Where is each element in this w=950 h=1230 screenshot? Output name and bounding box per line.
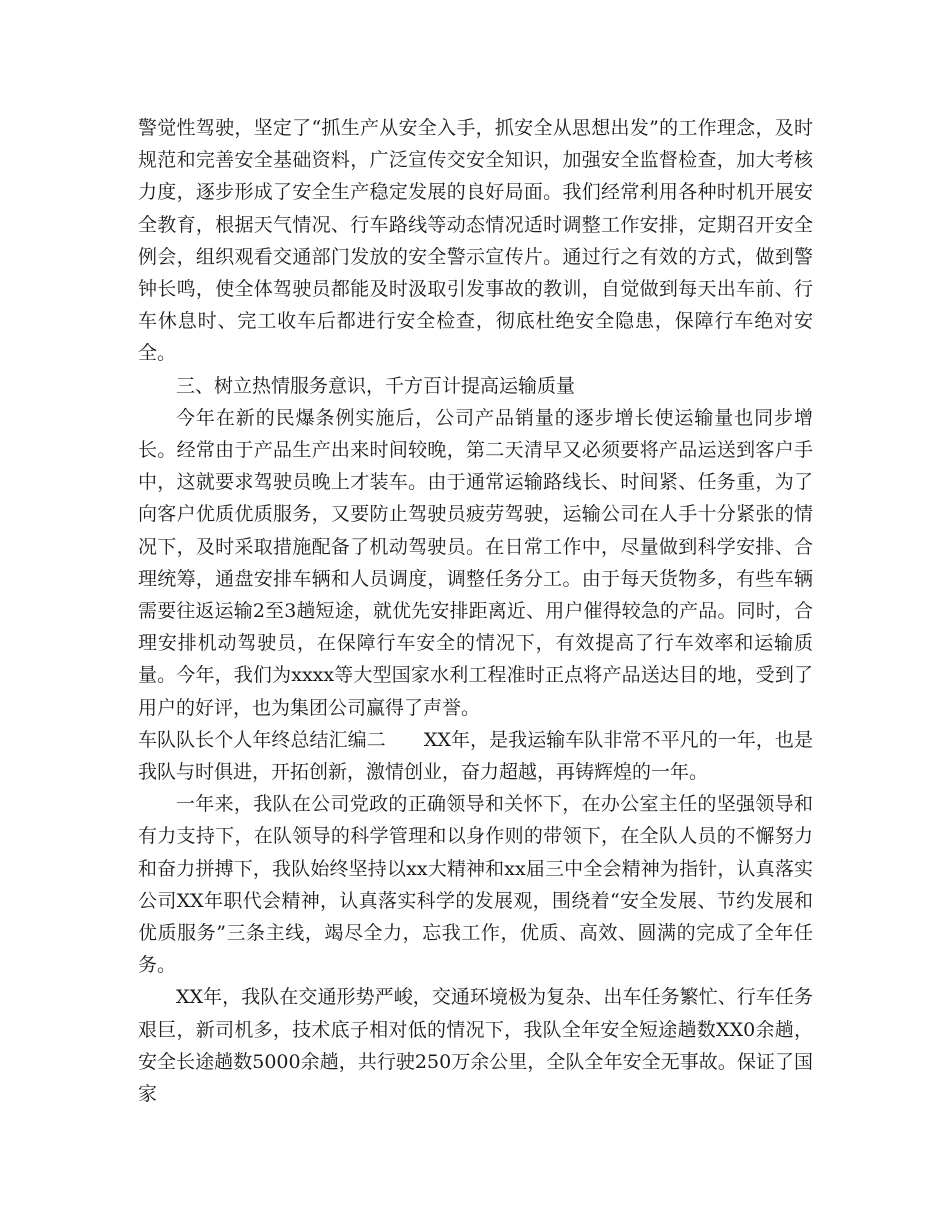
paragraph-year-review: 一年来，我队在公司党政的正确领导和关怀下，在办公室主任的坚强领导和有力支持下，在队领导的科学管理和以身作则的带领下，在全队人员的不懈努力和奋力拼搏下，我队始终坚持以xx大精神和xx届三中全会精神为指针，认真落实公司XX年职代会精神，认真落实科学的发展观，围绕着“安全发展、节约发展和优质服务”三条主线，竭尽全力，忘我工作，优质、高效、圆满的完成了全年任务。 bbox=[138, 793, 813, 977]
section-heading-service: 三、树立热情服务意识，千方百计提高运输质量 bbox=[176, 374, 576, 397]
paragraph-safety-statistics: XX年，我队在交通形势严峻，交通环境极为复杂、出车任务繁忙、行车任务艰巨，新司机多，技术底子相对低的情况下，我队全年安全短途趟数XX0余趟，安全长途趟数5000余趟，共行驶250万余公里，全队全年安全无事故。保证了国家 bbox=[138, 986, 813, 1106]
document-body bbox=[138, 112, 813, 1110]
paragraph-summary-two-intro: 车队队长个人年终总结汇编二 XX年，是我运输车队非常不平凡的一年，也是我队与时俱进，开拓创新，激情创业，奋力超越，再铸辉煌的一年。 bbox=[138, 728, 813, 784]
paragraph-safety-management: 警觉性驾驶，坚定了“抓生产从安全入手，抓安全从思想出发”的工作理念，及时规范和完善安全基础资料，广泛宣传交安全知识，加强安全监督检查，加大考核力度，逐步形成了安全生产稳定发展的良好局面。我们经常利用各种时机开展安全教育，根据天气情况、行车路线等动态情况适时调整工作安排，定期召开安全例会，组织观看交通部门发放的安全警示宣传片。通过行之有效的方式，做到警钟长鸣，使全体驾驶员都能及时汲取引发事故的教训，自觉做到每天出车前、行车休息时、完工收车后都进行安全检查，彻底杜绝安全隐患，保障行车绝对安全。 bbox=[138, 117, 813, 365]
paragraph-transport-quality: 今年在新的民爆条例实施后，公司产品销量的逐步增长使运输量也同步增长。经常由于产品生产出来时间较晚，第二天清早又必须要将产品运送到客户手中，这就要求驾驶员晚上才装车。由于通常运输路线长、时间紧、任务重，为了向客户优质优质服务，又要防止驾驶员疲劳驾驶，运输公司在人手十分紧张的情况下，及时采取措施配备了机动驾驶员。在日常工作中，尽量做到科学安排、合理统筹，通盘安排车辆和人员调度，调整任务分工。由于每天货物多，有些车辆需要往返运输2至3趟短途，就优先安排距离近、用户催得较急的产品。同时，合理安排机动驾驶员，在保障行车安全的情况下，有效提高了行车效率和运输质量。今年，我们为xxxx等大型国家水利工程准时正点将产品送达目的地，受到了用户的好评，也为集团公司赢得了声誉。 bbox=[138, 406, 813, 719]
